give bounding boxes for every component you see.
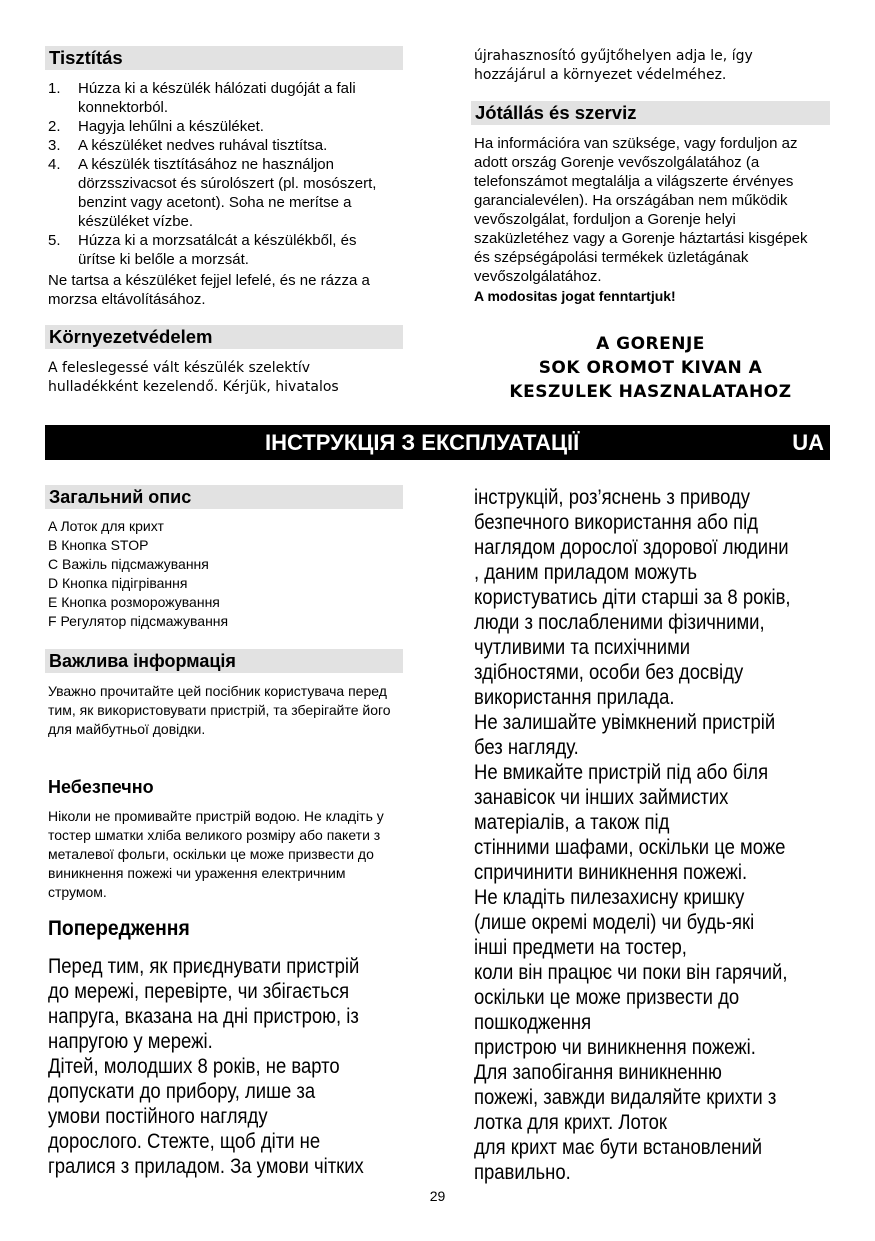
- text-line: інструкцій, роз’яснень з приводу: [474, 486, 751, 509]
- cleaning-steps-list: [48, 79, 398, 269]
- list-item: E Кнопка розморожування: [48, 594, 220, 610]
- list-item: 1. Húzza ki a készülék hálózati dugóját a fali konnektorból.: [48, 80, 356, 116]
- closing-line: KESZULEK HASZNALATAHOZ: [509, 382, 792, 402]
- text-line: матеріалів, а також під: [474, 811, 670, 834]
- text-line: Дітей, молодших 8 років, не варто: [48, 1055, 340, 1078]
- danger-title: Небезпечно: [48, 777, 154, 797]
- environment-text-right: újrahasznosító gyűjtőhelyen adja le, így hozzájárul a környezet védelméhez.: [474, 48, 753, 83]
- cleaning-note: Ne tartsa a készüléket fejjel lefelé, és ne rázza a morzsa eltávolításához.: [48, 272, 370, 308]
- text-line: стінними шафами, оскільки це може: [474, 836, 786, 859]
- text-line: чутливими та психічними: [474, 636, 691, 659]
- section-title-cleaning: Tisztítás: [45, 46, 403, 70]
- text-line: оскільки це може призвести до: [474, 986, 740, 1009]
- text-line: умови постійного нагляду: [48, 1105, 268, 1128]
- language-code: UA: [792, 430, 824, 455]
- text-line: пристрою чи виникнення пожежі.: [474, 1036, 756, 1059]
- warning-text-left: [48, 954, 364, 1179]
- list-item: D Кнопка підігрівання: [48, 575, 188, 591]
- text-line: Не вмикайте пристрій під або біля: [474, 761, 769, 784]
- text-line: Для запобігання виникненню: [474, 1061, 722, 1084]
- text-line: до мережі, перевірте, чи збігається: [48, 980, 350, 1003]
- section-banner: [45, 425, 830, 460]
- text-line: занавісок чи інших займистих: [474, 786, 729, 809]
- list-item: C Важіль підсмажування: [48, 556, 209, 572]
- text-line: допускати до прибору, лише за: [48, 1080, 316, 1103]
- danger-text: Ніколи не промивайте пристрій водою. Не кладіть у тостер шматки хліба великого розміру або пакети з металевої фольги, оскільки це може призвести до виникнення пожежі чи ураження електричним струмом.: [48, 808, 384, 900]
- section-title-important: Важлива інформація: [45, 649, 403, 673]
- list-item: 5. Húzza ki a morzsatálcát a készülékből, és ürítse ki belőle a morzsát.: [48, 232, 357, 268]
- warning-title: Попередження: [48, 917, 190, 940]
- text-line: використання прилада.: [474, 686, 675, 709]
- warning-text-right: [474, 485, 791, 1185]
- text-line: пожежі, завжди видаляйте крихти з: [474, 1086, 777, 1109]
- section-title-environment: Környezetvédelem: [45, 325, 403, 349]
- text-line: для крихт має бути встановлений: [474, 1136, 763, 1159]
- text-line: Перед тим, як приєднувати пристрій: [48, 955, 360, 978]
- list-item: 2. Hagyja lehűlni a készüléket.: [48, 118, 264, 135]
- text-line: наглядом дорослої здорової людини: [474, 536, 789, 559]
- text-line: , даним приладом можуть: [474, 561, 697, 584]
- closing-line: A GORENJE: [596, 334, 705, 354]
- text-line: лотка для крихт. Лоток: [474, 1111, 667, 1134]
- text-line: люди з послабленими фізичними,: [474, 611, 765, 634]
- list-item: A Лоток для крихт: [48, 518, 164, 534]
- warranty-text: Ha információra van szüksége, vagy forduljon az adott ország Gorenje vevőszolgálatához (a telefonszámot megtalálja a világszerte érvényes garancialevélen). Ha országában nem működik vevőszolgálat, forduljon a Gorenje helyi szaküzletéhez vagy a Gorenje háztartási kisgépek és szépségápolási termékek üzletágának vevőszolgálatához.: [474, 135, 808, 285]
- closing-message: [471, 332, 830, 404]
- text-line: інші предмети на тостер,: [474, 936, 687, 959]
- important-text: Уважно прочитайте цей посібник користувача перед тим, як використовувати пристрій, та зберігайте його для майбутньої довідки.: [48, 683, 391, 737]
- banner-title: ІНСТРУКЦІЯ З ЕКСПЛУАТАЦІЇ: [265, 430, 580, 455]
- text-line: дорослого. Стежте, щоб діти не: [48, 1130, 321, 1153]
- list-item: B Кнопка STOP: [48, 537, 149, 553]
- text-line: коли він працює чи поки він гарячий,: [474, 961, 788, 984]
- text-line: без нагляду.: [474, 736, 579, 759]
- text-line: правильно.: [474, 1161, 571, 1184]
- list-item: 4. A készülék tisztításához ne használjon dörzsszivacsot és súrolószert (pl. mosószert, benzint vagy acetont). Soha ne merítse a készüléket vízbe.: [48, 156, 377, 230]
- text-line: напруга, вказана на дні пристрою, із: [48, 1005, 359, 1028]
- text-line: гралися з приладом. За умови чітких: [48, 1155, 364, 1178]
- rights-reserved: A modositas jogat fenntartjuk!: [474, 288, 676, 304]
- text-line: спричинити виникнення пожежі.: [474, 861, 748, 884]
- text-line: напругою у мережі.: [48, 1030, 213, 1053]
- text-line: користуватись діти старші за 8 років,: [474, 586, 791, 609]
- text-line: Не кладіть пилезахисну кришку: [474, 886, 745, 909]
- list-item: F Регулятор підсмажування: [48, 613, 229, 629]
- closing-line: SOK OROMOT KIVAN A: [538, 358, 763, 378]
- section-title-general: Загальний опис: [45, 485, 403, 509]
- environment-text-left: A feleslegessé vált készülék szelektív hulladékként kezelendő. Kérjük, hivatalos: [48, 360, 339, 395]
- text-line: здібностями, особи без досвіду: [474, 661, 744, 684]
- list-item: 3. A készüléket nedves ruhával tisztítsa.: [48, 137, 328, 154]
- page-number: 29: [429, 1188, 446, 1204]
- parts-list: [48, 517, 388, 631]
- text-line: Не залишайте увімкнений пристрій: [474, 711, 776, 734]
- section-title-warranty: Jótállás és szerviz: [471, 101, 830, 125]
- text-line: (лише окремі моделі) чи будь-які: [474, 911, 755, 934]
- text-line: пошкодження: [474, 1011, 592, 1034]
- text-line: безпечного використання або під: [474, 511, 759, 534]
